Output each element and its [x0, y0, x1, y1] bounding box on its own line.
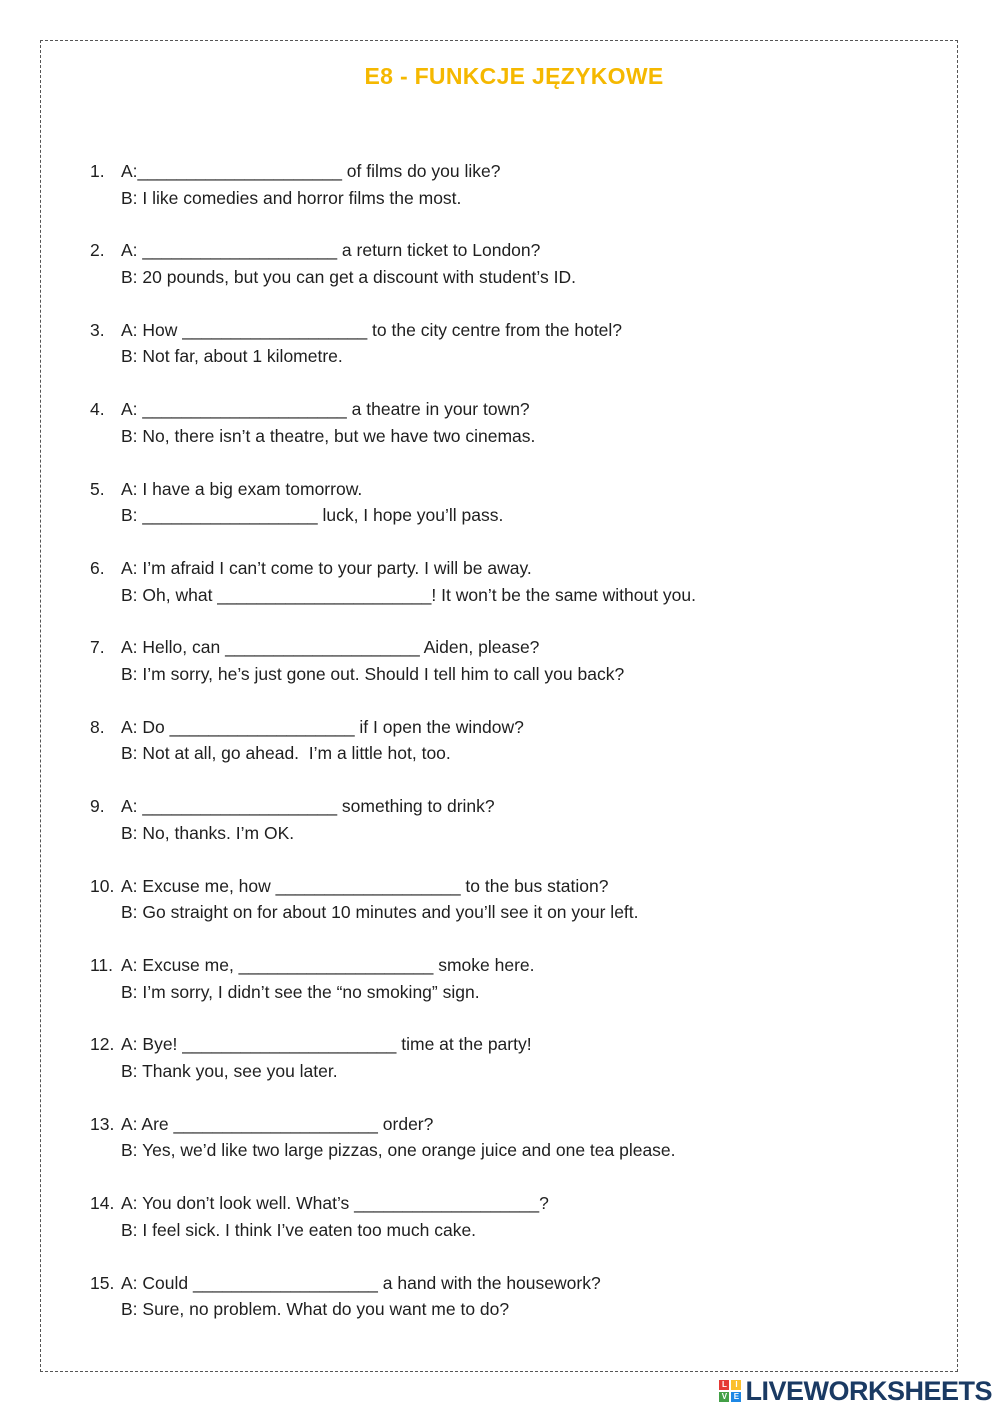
speaker-b-text: B: I like comedies and horror films the most.: [121, 187, 462, 208]
question-number: 4.: [90, 399, 105, 420]
question-line-a: [90, 634, 970, 661]
speaker-a-text[interactable]: A: Excuse me, ____________________ smoke here.: [121, 955, 535, 975]
question-line-b: [90, 740, 970, 767]
speaker-a-text[interactable]: A: Hello, can ____________________ Aiden, please?: [121, 637, 540, 658]
speaker-b-text: B: I’m sorry, he’s just gone out. Should I tell him to call you back?: [121, 663, 625, 684]
question-number: 13.: [90, 1113, 115, 1134]
indent-spacer: [90, 1137, 121, 1164]
question-line-b: [90, 1296, 970, 1323]
question-line-a: [90, 317, 970, 344]
indent-spacer: [90, 979, 121, 1006]
speaker-b-text: B: Sure, no problem. What do you want me to do?: [121, 1299, 510, 1320]
indent-spacer: [90, 661, 121, 688]
question-line-b: [90, 1217, 970, 1244]
liveworksheets-logo[interactable]: [719, 1375, 992, 1407]
question-number: 11.: [90, 955, 114, 975]
question-number: 15.: [90, 1272, 115, 1293]
speaker-b-text: B: 20 pounds, but you can get a discount with student’s ID.: [121, 266, 576, 287]
question-line-b: [90, 899, 970, 926]
speaker-a-text[interactable]: A:_____________________ of films do you like?: [121, 161, 501, 181]
question-line-b: [90, 1058, 970, 1085]
question-line-a: [90, 237, 970, 264]
question-item: [90, 793, 970, 846]
question-number: 8.: [90, 716, 105, 737]
question-line-a: [90, 952, 970, 979]
indent-spacer: [90, 343, 121, 370]
question-number: 9.: [90, 796, 105, 817]
indent-spacer: [90, 582, 121, 609]
question-line-b: [90, 979, 970, 1006]
question-line-b: [90, 343, 970, 370]
indent-spacer: [90, 185, 121, 212]
speaker-b-text: B: Thank you, see you later.: [121, 1060, 338, 1081]
question-item: [90, 237, 970, 290]
speaker-b-text: B: Not far, about 1 kilometre.: [121, 346, 343, 367]
speaker-b-text: B: __________________ luck, I hope you’ll pass.: [121, 505, 504, 526]
question-line-a: [90, 1270, 970, 1297]
question-line-b: [90, 1137, 970, 1164]
question-item: [90, 476, 970, 529]
speaker-b-text: B: I’m sorry, I didn’t see the “no smoking” sign.: [121, 981, 480, 1002]
indent-spacer: [90, 899, 121, 926]
question-line-b: [90, 582, 970, 609]
page-title: E8 - FUNKCJE JĘZYKOWE: [364, 63, 664, 89]
question-item: [90, 158, 970, 211]
question-number: 14.: [90, 1193, 115, 1214]
logo-letter: L: [719, 1380, 729, 1390]
indent-spacer: [90, 502, 121, 529]
question-item: [90, 634, 970, 687]
question-line-a: [90, 396, 970, 423]
speaker-a-text[interactable]: A: ____________________ something to drink?: [121, 796, 495, 817]
speaker-a-text[interactable]: A: ____________________ a return ticket to London?: [121, 240, 541, 261]
speaker-a-text[interactable]: A: You don’t look well. What’s ___________________?: [121, 1193, 549, 1214]
indent-spacer: [90, 1058, 121, 1085]
question-number: 7.: [90, 637, 105, 658]
indent-spacer: [90, 264, 121, 291]
indent-spacer: [90, 820, 121, 847]
speaker-b-text: B: No, thanks. I’m OK.: [121, 822, 295, 843]
logo-letter: V: [719, 1392, 729, 1402]
speaker-b-text: B: Oh, what ______________________! It won’t be the same without you.: [121, 584, 696, 605]
question-item: [90, 952, 970, 1005]
indent-spacer: [90, 423, 121, 450]
indent-spacer: [90, 740, 121, 767]
question-line-a: [90, 476, 970, 503]
question-number: 12.: [90, 1034, 115, 1055]
speaker-a-text[interactable]: A: _____________________ a theatre in your town?: [121, 399, 530, 420]
question-line-b: [90, 502, 970, 529]
question-line-a: [90, 158, 970, 185]
speaker-a-text[interactable]: A: Are _____________________ order?: [121, 1113, 434, 1134]
indent-spacer: [90, 1217, 121, 1244]
speaker-a-text[interactable]: A: Excuse me, how ___________________ to the bus station?: [121, 875, 609, 896]
question-line-a: [90, 1111, 970, 1138]
question-number: 1.: [90, 161, 105, 181]
speaker-a-text[interactable]: A: How ___________________ to the city centre from the hotel?: [121, 319, 623, 340]
speaker-b-text: B: Not at all, go ahead. I’m a little hot, too.: [121, 743, 451, 764]
question-item: [90, 1111, 970, 1164]
question-item: [90, 1190, 970, 1243]
question-number: 3.: [90, 319, 105, 340]
logo-text: LIVEWORKSHEETS: [745, 1375, 992, 1406]
speaker-a-text[interactable]: A: I’m afraid I can’t come to your party. I will be away.: [121, 558, 532, 578]
question-item: [90, 714, 970, 767]
question-item: [90, 396, 970, 449]
question-line-a: [90, 1031, 970, 1058]
question-line-b: [90, 264, 970, 291]
question-line-a: [90, 873, 970, 900]
question-item: [90, 555, 970, 608]
question-item: [90, 1270, 970, 1323]
question-number: 2.: [90, 240, 105, 261]
speaker-a-text[interactable]: A: Do ___________________ if I open the window?: [121, 716, 524, 737]
question-number: 6.: [90, 558, 105, 578]
question-line-b: [90, 185, 970, 212]
speaker-a-text[interactable]: A: I have a big exam tomorrow.: [121, 478, 363, 499]
question-line-b: [90, 423, 970, 450]
question-line-a: [90, 1190, 970, 1217]
question-line-a: [90, 793, 970, 820]
logo-letter: E: [731, 1392, 741, 1402]
question-number: 5.: [90, 478, 105, 499]
question-item: [90, 1031, 970, 1084]
question-line-a: [90, 555, 970, 582]
speaker-a-text[interactable]: A: Bye! ______________________ time at the party!: [121, 1034, 532, 1055]
speaker-b-text: B: Go straight on for about 10 minutes and you’ll see it on your left.: [121, 902, 639, 923]
question-line-b: [90, 820, 970, 847]
speaker-b-text: B: No, there isn’t a theatre, but we have two cinemas.: [121, 425, 536, 446]
question-line-b: [90, 661, 970, 688]
question-number: 10.: [90, 875, 115, 896]
speaker-a-text[interactable]: A: Could ___________________ a hand with the housework?: [121, 1272, 601, 1293]
speaker-b-text: B: I feel sick. I think I’ve eaten too much cake.: [121, 1219, 477, 1240]
speaker-b-text: B: Yes, we’d like two large pizzas, one orange juice and one tea please.: [121, 1140, 676, 1161]
question-item: [90, 873, 970, 926]
indent-spacer: [90, 1296, 121, 1323]
liveworksheets-logo-icon: [719, 1380, 741, 1402]
question-item: [90, 317, 970, 370]
question-line-a: [90, 714, 970, 741]
logo-letter: I: [731, 1380, 741, 1390]
